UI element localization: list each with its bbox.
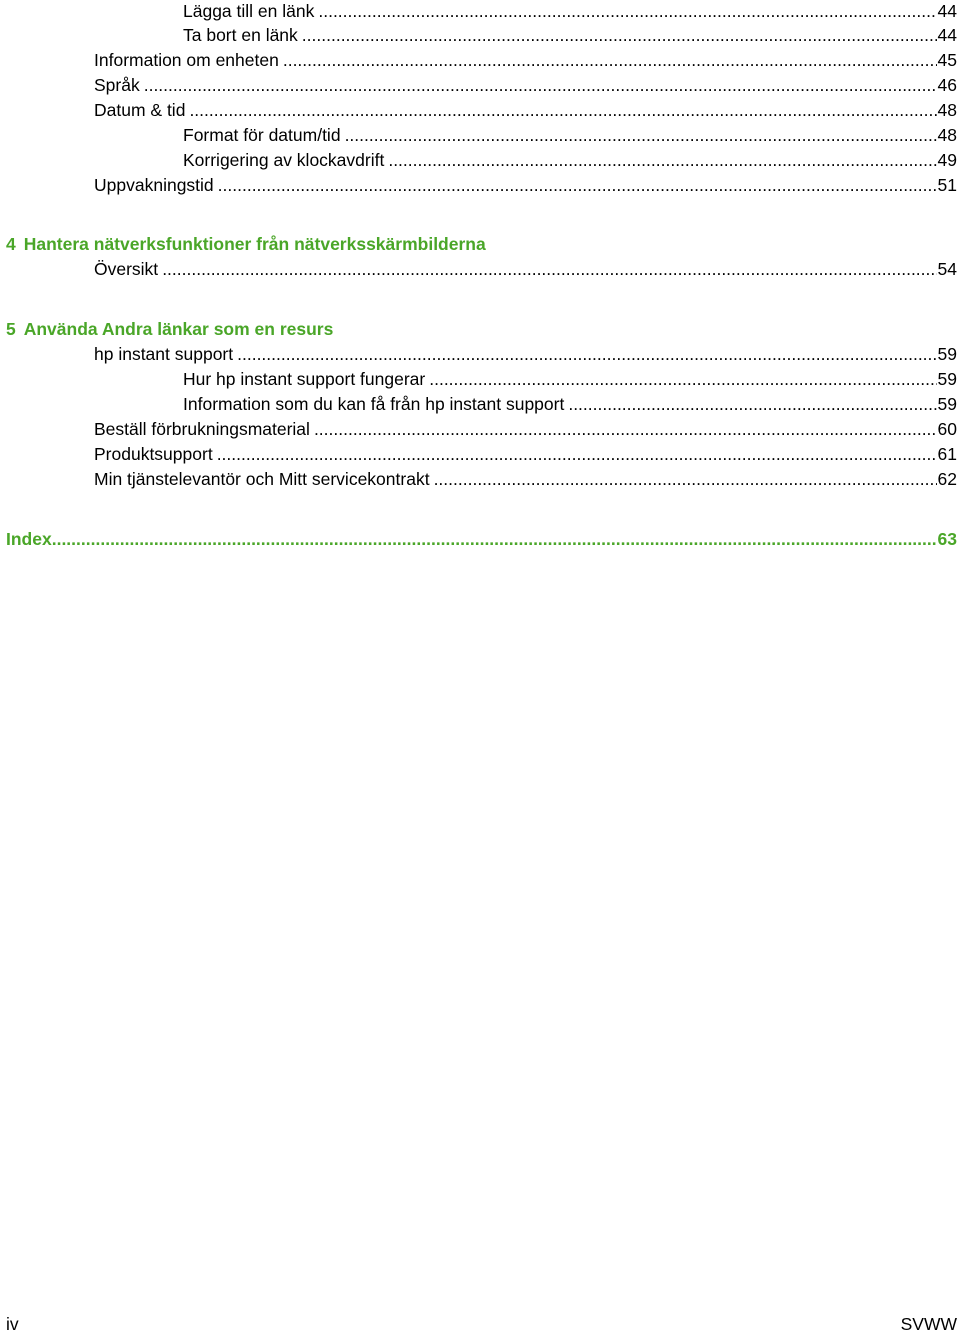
toc-leader-dots: [144, 74, 937, 96]
toc-entry-page: 62: [937, 469, 957, 489]
toc-entry-title: Index: [6, 529, 52, 549]
toc-entry-title: Produktsupport: [94, 444, 213, 464]
toc-entry-title: Lägga till en länk: [183, 1, 315, 21]
toc-entry-page: 60: [937, 419, 957, 439]
toc-leader-dots: [52, 528, 937, 550]
footer-page-number: iv: [6, 1314, 19, 1334]
toc-leader-dots: [388, 149, 936, 171]
toc-leader-dots: [218, 174, 937, 196]
toc-entry[interactable]: [183, 0, 957, 22]
chapter-4-heading[interactable]: [6, 233, 486, 255]
toc-entry-page: 48: [937, 125, 957, 145]
toc-entry[interactable]: [183, 149, 957, 171]
chapter-5-heading[interactable]: [6, 318, 333, 340]
toc-entry-title: Korrigering av klockavdrift: [183, 150, 385, 170]
toc-entry-page: 48: [937, 100, 957, 120]
toc-entry-title: Ta bort en länk: [183, 25, 298, 45]
toc-entry-page: 59: [937, 369, 957, 389]
toc-entry[interactable]: [183, 124, 957, 146]
toc-entry-title: Information om enheten: [94, 50, 279, 70]
toc-entry-title: Beställ förbrukningsmaterial: [94, 419, 310, 439]
toc-entry[interactable]: [94, 443, 957, 465]
toc-entry-page: 51: [937, 175, 957, 195]
toc-leader-dots: [568, 393, 936, 415]
toc-leader-dots: [283, 49, 937, 71]
toc-entry-title: Min tjänstelevantör och Mitt servicekontrakt: [94, 469, 430, 489]
footer-code: SVWW: [900, 1314, 957, 1334]
toc-leader-dots: [314, 418, 937, 440]
toc-leader-dots: [434, 468, 937, 490]
toc-entry-title: Uppvakningstid: [94, 175, 214, 195]
toc-leader-dots: [302, 24, 937, 46]
toc-entry-title: hp instant support: [94, 344, 234, 364]
toc-entry-page: 59: [937, 394, 957, 414]
toc-entry[interactable]: [94, 174, 957, 196]
toc-entry-page: 49: [937, 150, 957, 170]
toc-index-entry[interactable]: [6, 528, 957, 550]
toc-leader-dots: [189, 99, 936, 121]
toc-entry-page: 63: [937, 529, 957, 549]
toc-entry-page: 44: [937, 1, 957, 21]
chapter-title: Hantera nätverksfunktioner från nätverksskärmbilderna: [23, 234, 486, 254]
chapter-number: 4: [6, 234, 16, 254]
toc-entry-page: 44: [937, 25, 957, 45]
toc-leader-dots: [162, 258, 936, 280]
toc-entry[interactable]: [94, 468, 957, 490]
toc-entry-page: 59: [937, 344, 957, 364]
toc-entry[interactable]: [94, 99, 957, 121]
toc-leader-dots: [429, 368, 936, 390]
toc-entry-title: Översikt: [94, 259, 159, 279]
toc-leader-dots: [345, 124, 937, 146]
toc-entry[interactable]: [94, 418, 957, 440]
toc-entry[interactable]: [94, 49, 957, 71]
chapter-number: 5: [6, 319, 16, 339]
toc-entry[interactable]: [183, 24, 957, 46]
toc-entry-title: Hur hp instant support fungerar: [183, 369, 426, 389]
toc-entry[interactable]: [183, 393, 957, 415]
toc-entry-title: Format för datum/tid: [183, 125, 341, 145]
toc-entry-title: Språk: [94, 75, 140, 95]
toc-entry-title: Datum & tid: [94, 100, 186, 120]
chapter-title: Använda Andra länkar som en resurs: [23, 319, 334, 339]
toc-entry-page: 54: [937, 259, 957, 279]
toc-entry[interactable]: [94, 74, 957, 96]
toc-leader-dots: [237, 343, 936, 365]
toc-entry[interactable]: [94, 258, 957, 280]
toc-entry[interactable]: [94, 343, 957, 365]
toc-entry-page: 45: [937, 50, 957, 70]
toc-entry-page: 61: [937, 444, 957, 464]
toc-leader-dots: [217, 443, 937, 465]
toc-leader-dots: [318, 0, 936, 22]
toc-entry-page: 46: [937, 75, 957, 95]
toc-entry-title: Information som du kan få från hp instant support: [183, 394, 565, 414]
toc-entry[interactable]: [183, 368, 957, 390]
